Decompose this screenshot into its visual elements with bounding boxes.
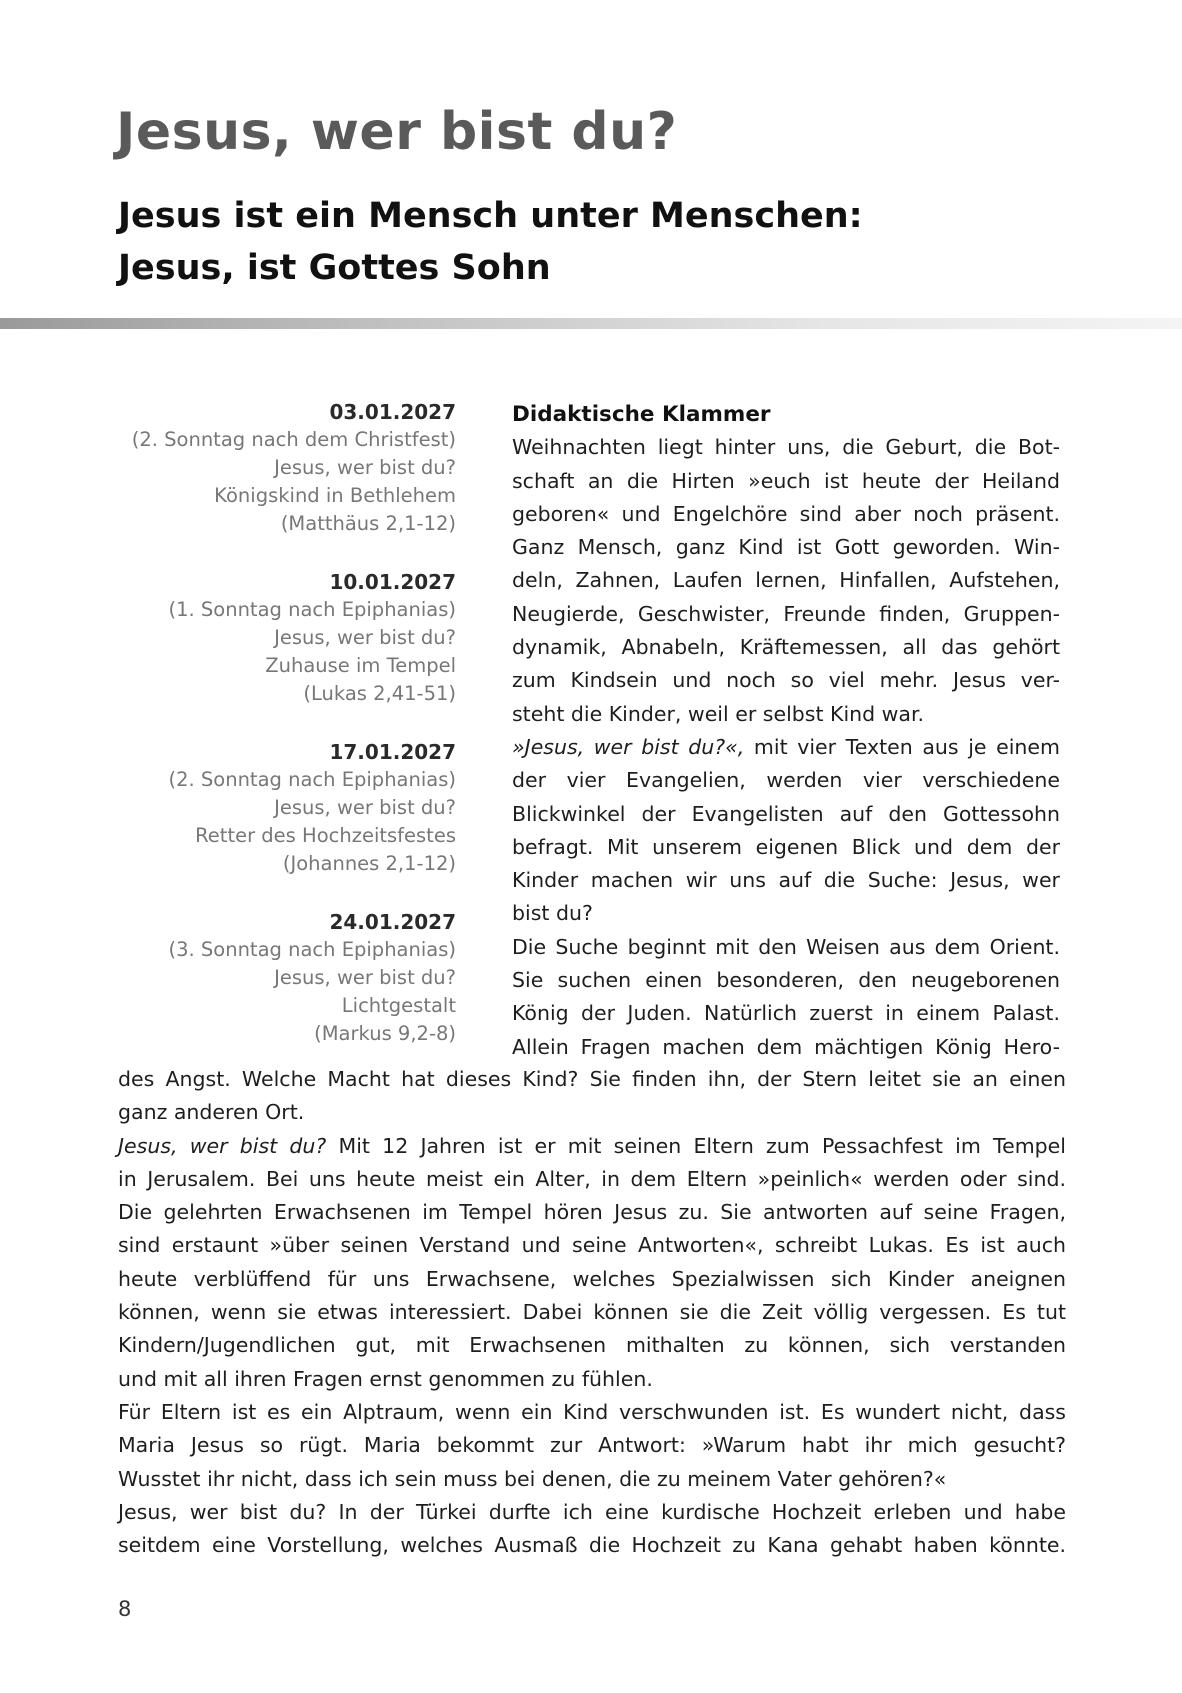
body-line: können, wenn sie etwas interessiert. Dabei können sie die Zeit völlig vergessen. Es tut [118,1300,1066,1325]
service-entry [110,908,456,1048]
body-text: mit vier Texten aus je einem [744,734,1060,759]
body-line: Sie suchen einen besonderen, den neugeborenen [512,968,1060,993]
body-line: steht die Kinder, weil er selbst Kind war. [512,701,925,726]
service-date: 24.01.2027 [329,910,456,934]
subtitle-line: Jesus, ist Gottes Sohn [118,248,551,288]
service-topic: Lichtgestalt [341,994,456,1017]
service-entry [110,568,456,708]
page-number: 8 [118,1597,132,1621]
body-line: Blickwinkel der Evangelisten auf den Gottessohn [512,801,1060,826]
service-reference: (Matthäus 2,1-12) [280,512,456,535]
service-date: 10.01.2027 [329,570,456,594]
body-line: Die gelehrten Erwachsenen im Tempel hören Jesus zu. Sie antworten auf seine Fragen, [118,1200,1066,1225]
body-line: in Jerusalem. Bei uns heute meist ein Alter, in dem Eltern »peinlich« werden oder sind. [118,1166,1066,1191]
body-line: ganz anderen Ort. [118,1100,305,1125]
body-line: schaft an die Hirten »euch ist heute der Heiland [512,468,1060,493]
body-line: Neugierde, Geschwister, Freunde finden, Gruppen- [512,601,1060,626]
service-series: Jesus, wer bist du? [274,966,456,989]
body-line: und mit all ihren Fragen ernst genommen zu fühlen. [118,1366,653,1391]
body-line: der vier Evangelien, werden vier verschiedene [512,768,1060,793]
service-reference: (Markus 9,2-8) [314,1022,456,1045]
body-line: König der Juden. Natürlich zuerst in einem Palast. [512,1001,1060,1026]
body-line: Maria Jesus so rügt. Maria bekommt zur Antwort: »Warum habt ihr mich gesucht? [118,1433,1066,1458]
service-dates-sidebar [110,398,456,1078]
body-text: Mit 12 Jahren ist er mit seinen Eltern zum Pessachfest im Tempel [326,1133,1066,1158]
body-line: deln, Zahnen, Laufen lernen, Hinfallen, Aufstehen, [512,568,1060,593]
body-line: geboren« und Engelchöre sind aber noch präsent. [512,501,1060,526]
service-reference: (Johannes 2,1-12) [282,852,456,875]
service-series: Jesus, wer bist du? [274,626,456,649]
body-line: Jesus, wer bist du? In der Türkei durfte ich eine kurdische Hochzeit erleben und habe [118,1499,1066,1524]
page-title: Jesus, wer bist du? [116,102,678,162]
service-topic: Zuhause im Tempel [265,654,456,677]
service-date: 03.01.2027 [329,400,456,424]
body-text-full-width [118,1063,1066,1562]
body-line: Kinder machen wir uns auf die Suche: Jesus, wer [512,868,1060,893]
gradient-divider [0,318,1182,329]
body-line: Kindern/Jugendlichen gut, mit Erwachsenen mithalten zu können, sich verstanden [118,1333,1066,1358]
italic-phrase: Jesus, wer bist du? [118,1133,327,1158]
body-line: bist du? [512,901,593,926]
body-line: Ganz Mensch, ganz Kind ist Gott geworden. Win- [512,535,1060,560]
body-line: Für Eltern ist es ein Alptraum, wenn ein Kind verschwunden ist. Es wundert nicht, dass [118,1399,1066,1424]
service-entry [110,738,456,878]
body-line: sind erstaunt »über seinen Verstand und seine Antworten«, schreibt Lukas. Es ist auch [118,1233,1066,1258]
service-occasion: (2. Sonntag nach dem Christfest) [131,428,456,451]
service-occasion: (1. Sonntag nach Epiphanias) [168,598,456,621]
service-series: Jesus, wer bist du? [274,796,456,819]
service-topic: Retter des Hochzeitsfestes [195,824,456,847]
section-heading: Didaktische Klammer [512,402,771,427]
body-line: seitdem eine Vorstellung, welches Ausmaß die Hochzeit zu Kana gehabt haben könnte. [118,1533,1066,1558]
page-subtitle [118,190,863,294]
service-topic: Königskind in Bethlehem [214,484,456,507]
body-line: befragt. Mit unserem eigenen Blick und dem der [512,834,1060,859]
body-line [118,1130,1066,1163]
service-reference: (Lukas 2,41-51) [303,682,456,705]
body-text-column [512,398,1060,1064]
body-line: Weihnachten liegt hinter uns, die Geburt, die Bot- [512,435,1060,460]
subtitle-line: Jesus ist ein Mensch unter Menschen: [118,196,863,236]
service-date: 17.01.2027 [329,740,456,764]
italic-phrase: »Jesus, wer bist du?«, [512,734,745,759]
service-series: Jesus, wer bist du? [274,456,456,479]
service-entry [110,398,456,538]
body-line: des Angst. Welche Macht hat dieses Kind? Sie finden ihn, der Stern leitet sie an einen [118,1067,1066,1091]
body-line: dynamik, Abnabeln, Kräftemessen, all das gehört [512,635,1060,660]
body-line: Die Suche beginnt mit den Weisen aus dem Orient. [512,934,1060,959]
body-line: Wusstet ihr nicht, dass ich sein muss bei denen, die zu meinem Vater gehören?« [118,1466,947,1491]
body-line: Allein Fragen machen dem mächtigen König Hero- [512,1034,1060,1059]
body-line: heute verblüffend für uns Erwachsene, welches Spezialwissen sich Kinder aneignen [118,1266,1066,1291]
body-line [512,731,1060,764]
body-line: zum Kindsein und noch so viel mehr. Jesus ver- [512,668,1060,693]
service-occasion: (2. Sonntag nach Epiphanias) [168,768,456,791]
service-occasion: (3. Sonntag nach Epiphanias) [168,938,456,961]
